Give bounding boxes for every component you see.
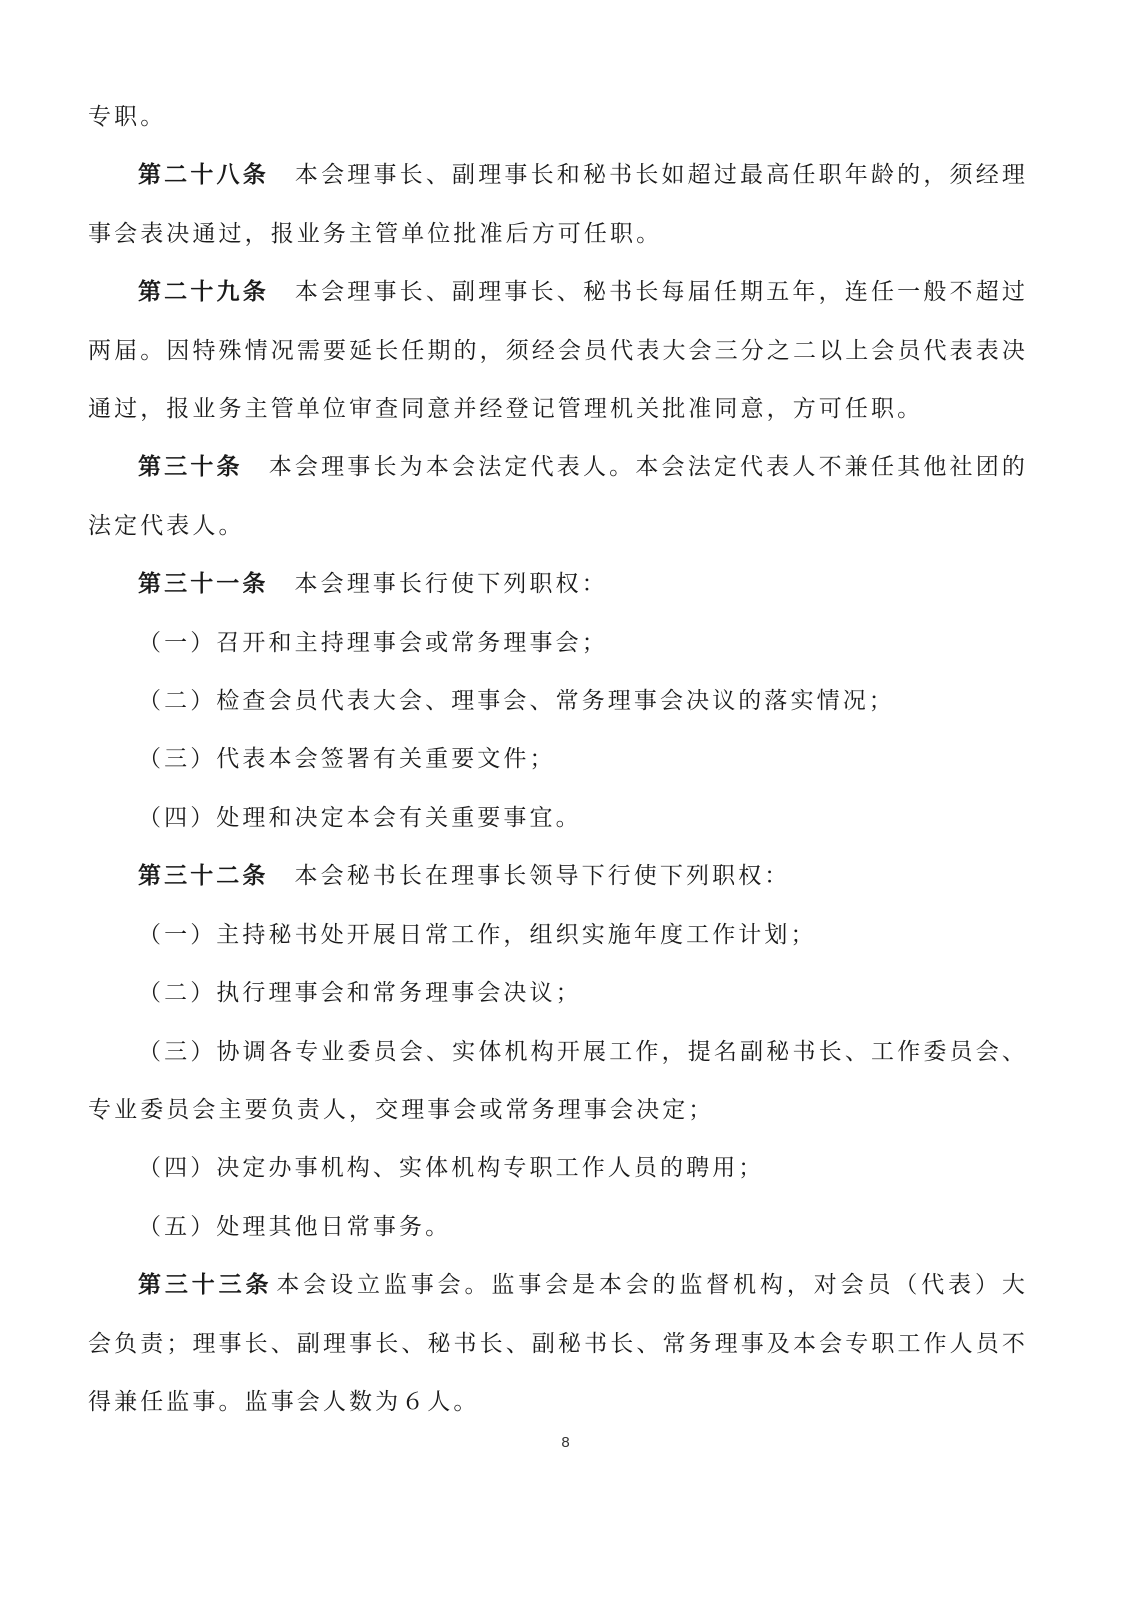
article-31 — [88, 555, 1028, 613]
article-33 — [88, 1256, 1028, 1431]
article-31-item: （一）召开和主持理事会或常务理事会； — [138, 629, 608, 656]
article-28-text: 本会理事长、副理事长和秘书长如超过最高任职年龄的，须经理事会表决通过，报业务主管单位批准后方可任职。 — [88, 162, 1028, 247]
article-29 — [88, 263, 1028, 438]
article-31-text: 本会理事长行使下列职权： — [294, 571, 608, 598]
article-32-item: （三）协调各专业委员会、实体机构开展工作，提名副秘书长、工作委员会、专业委员会主要负责人，交理事会或常务理事会决定； — [88, 1038, 1028, 1123]
article-30 — [88, 438, 1028, 555]
article-30-text: 本会理事长为本会法定代表人。本会法定代表人不兼任其他社团的法定代表人。 — [88, 454, 1029, 539]
article-31-item: （四）处理和决定本会有关重要事宜。 — [138, 804, 582, 831]
article-32-item: （五）处理其他日常事务。 — [138, 1213, 452, 1240]
article-32-text: 本会秘书长在理事长领导下行使下列职权： — [294, 863, 791, 890]
article-32 — [88, 847, 1028, 905]
document-body — [88, 88, 1028, 1431]
article-31-item: （二）检查会员代表大会、理事会、常务理事会决议的落实情况； — [138, 688, 895, 715]
article-28-label: 第二十八条 — [138, 161, 269, 189]
article-31-label: 第三十一条 — [138, 570, 269, 598]
article-29-text: 本会理事长、副理事长、秘书长每届任期五年，连任一般不超过两届。因特殊情况需要延长任期的，须经会员代表大会三分之二以上会员代表表决通过，报业务主管单位审查同意并经登记管理机关批准同意，方可任职。 — [88, 279, 1028, 423]
article-30-label: 第三十条 — [138, 453, 243, 481]
article-32-item: （四）决定办事机构、实体机构专职工作人员的聘用； — [138, 1155, 765, 1182]
article-31-item: （三）代表本会签署有关重要文件； — [138, 746, 556, 773]
continuation-paragraph: 专职。 — [88, 104, 167, 130]
article-32-item: （二）执行理事会和常务理事会决议； — [138, 980, 582, 1007]
article-33-label: 第三十三条 — [138, 1271, 273, 1299]
article-29-label: 第二十九条 — [138, 278, 269, 306]
article-32-label: 第三十二条 — [138, 862, 269, 890]
page-number: 8 — [561, 1434, 570, 1451]
article-32-item: （一）主持秘书处开展日常工作，组织实施年度工作计划； — [138, 921, 817, 948]
article-28 — [88, 146, 1028, 263]
article-33-text: 本会设立监事会。监事会是本会的监督机构，对会员（代表）大会负责；理事长、副理事长、秘书长、副秘书长、常务理事及本会专职工作人员不得兼任监事。监事会人数为６人。 — [88, 1272, 1028, 1415]
